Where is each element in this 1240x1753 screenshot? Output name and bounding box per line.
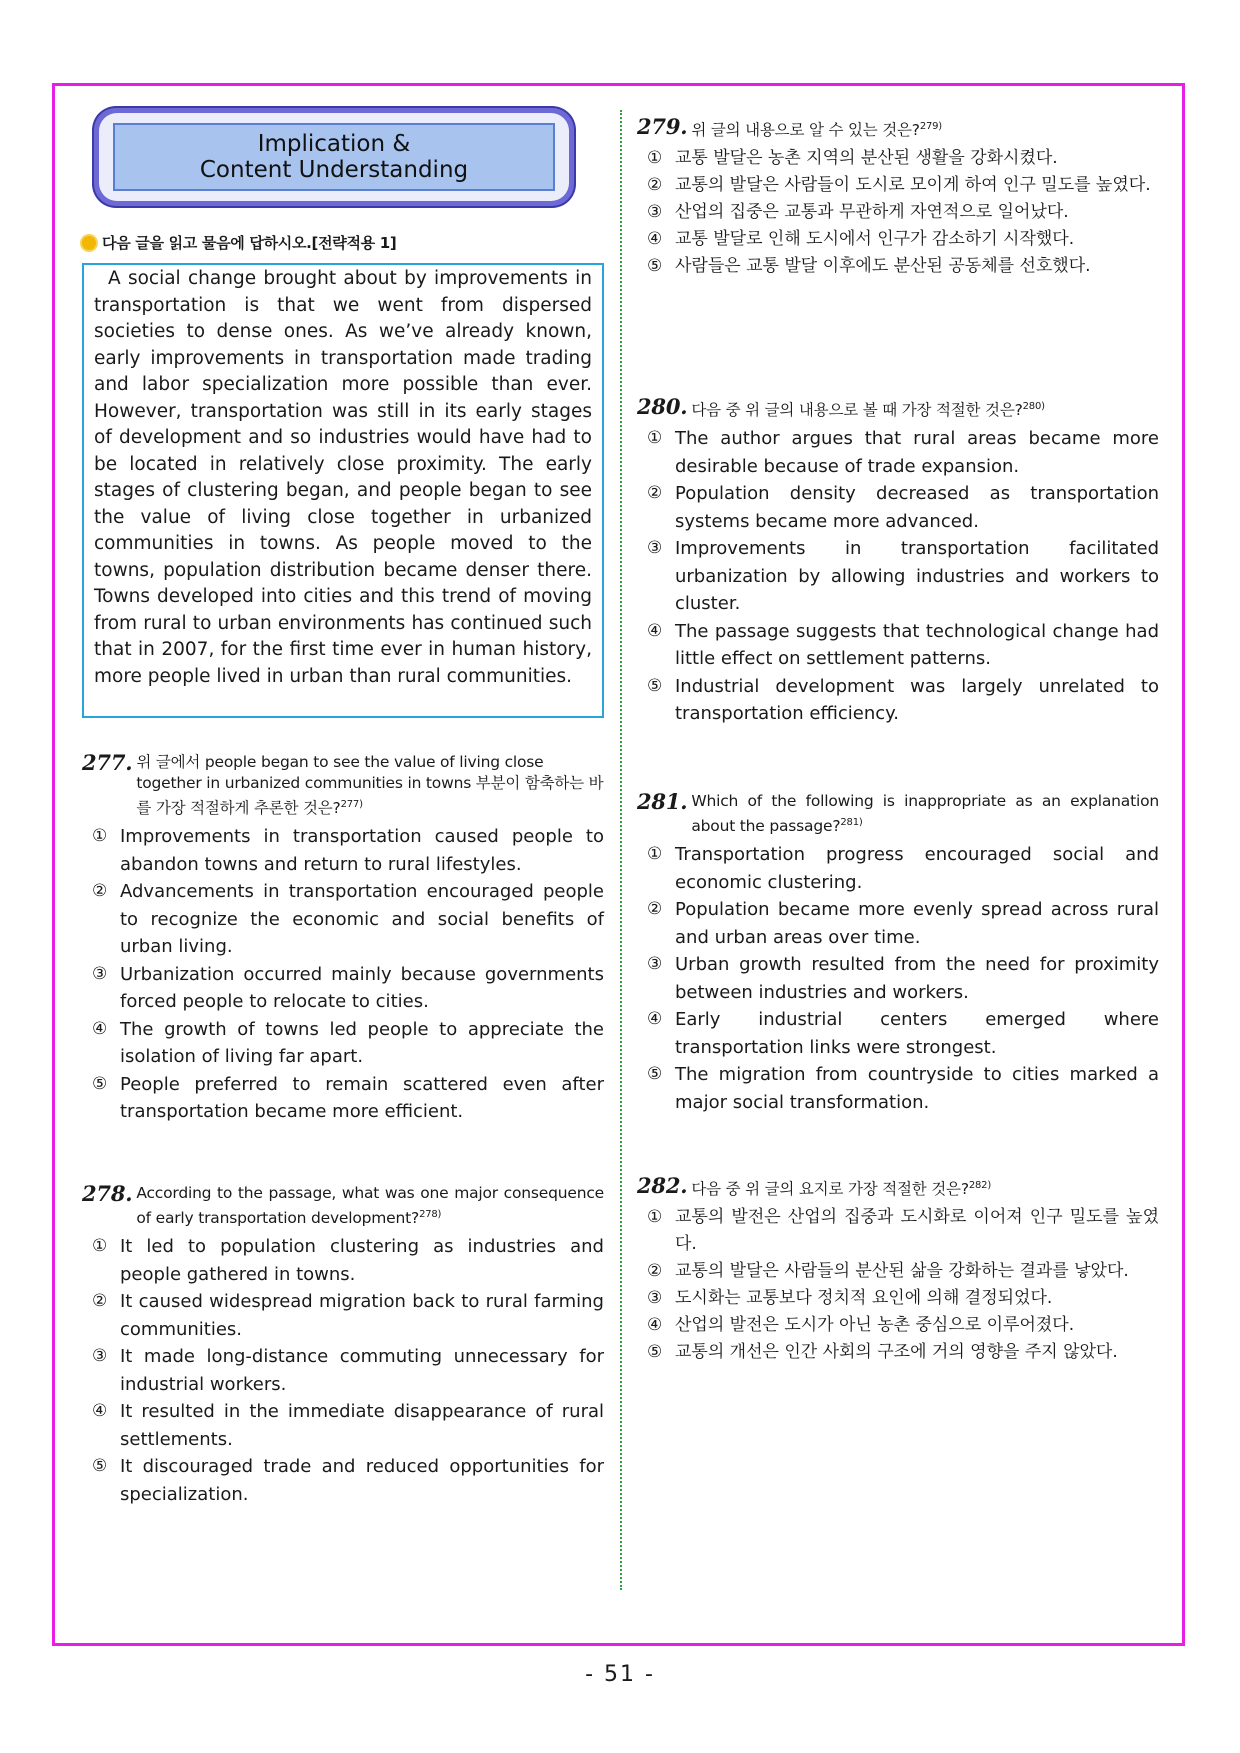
option[interactable]: ⑤ The migration from countryside to cities marked a major social transformation. bbox=[647, 1064, 1159, 1113]
footnote-ref: 278) bbox=[419, 1209, 442, 1220]
question-277 bbox=[82, 752, 604, 1126]
question-prompt: 다음 중 위 글의 요지로 가장 적절한 것은? bbox=[691, 1180, 969, 1199]
question-number: 278. bbox=[82, 1181, 133, 1206]
option-list bbox=[637, 425, 1159, 728]
question-prompt: 다음 중 위 글의 내용으로 볼 때 가장 적절한 것은? bbox=[691, 401, 1023, 420]
instruction-text: 다음 글을 읽고 물음에 답하시오.[전략적용 1] bbox=[102, 234, 397, 252]
option[interactable]: ③ Improvements in transportation facilitated urbanization by allowing industries and workers to cluster. bbox=[647, 538, 1159, 615]
instruction bbox=[82, 232, 397, 253]
option[interactable]: ④ 교통 발달로 인해 도시에서 인구가 감소하기 시작했다. bbox=[647, 229, 1075, 250]
page-number: - 51 - bbox=[585, 1662, 655, 1687]
option-list bbox=[637, 841, 1159, 1116]
option-list bbox=[637, 145, 1159, 280]
column-divider bbox=[620, 110, 622, 1590]
option[interactable]: ③ Urbanization occurred mainly because governments forced people to relocate to cities. bbox=[92, 963, 604, 1013]
option-list bbox=[637, 1204, 1159, 1366]
option[interactable]: ⑤ 사람들은 교통 발달 이후에도 분산된 공동체를 선호했다. bbox=[647, 256, 1091, 277]
question-number: 281. bbox=[637, 789, 688, 814]
option[interactable]: ② 교통의 발달은 사람들의 분산된 삶을 강화하는 결과를 낳았다. bbox=[647, 1261, 1129, 1282]
footnote-ref: 281) bbox=[840, 817, 863, 828]
option[interactable]: ② Advancements in transportation encouraged people to recognize the economic and social benefits of urban living. bbox=[92, 881, 604, 958]
flower-icon bbox=[82, 236, 96, 250]
footnote-ref: 279) bbox=[919, 121, 943, 132]
option[interactable]: ④ The passage suggests that technological change had little effect on settlement patterns. bbox=[647, 620, 1159, 670]
question-281 bbox=[637, 791, 1159, 1116]
passage-box: A social change brought about by improvements in transportation is that we went from dispersed societies to dense ones. As we’ve already known, early improvements in transportation made trading and labor specialization more possible than ever. However, transportation was still in its early stages of development and so industries would have had to be located in relatively close proximity. The early stages of clustering began, and people began to see the value of living close together in urbanized communities in towns. As people moved to the towns, population distribution became denser there. Towns developed into cities and this trend of moving from rural to urban environments has continued such that in 2007, for the first time ever in human history, more people lived in urban than rural communities. bbox=[82, 263, 604, 718]
section-title-line1: Implication & bbox=[257, 131, 411, 157]
option[interactable]: ① Transportation progress encouraged social and economic clustering. bbox=[647, 844, 1159, 893]
option[interactable]: ③ Urban growth resulted from the need for proximity between industries and workers. bbox=[647, 954, 1159, 1003]
option[interactable]: ④ It resulted in the immediate disappearance of rural settlements. bbox=[92, 1401, 604, 1450]
option[interactable]: ④ 산업의 발전은 도시가 아닌 농촌 중심으로 이루어졌다. bbox=[647, 1315, 1075, 1336]
question-282 bbox=[637, 1175, 1159, 1366]
option[interactable]: ③ 도시화는 교통보다 정치적 요인에 의해 결정되었다. bbox=[647, 1288, 1053, 1309]
section-title-line2: Content Understanding bbox=[199, 157, 469, 183]
question-number: 277. bbox=[82, 750, 133, 775]
option[interactable]: ⑤ It discouraged trade and reduced opportunities for specialization. bbox=[92, 1456, 604, 1505]
question-prompt: 위 글의 내용으로 알 수 있는 것은? bbox=[691, 121, 920, 140]
question-number: 279. bbox=[637, 114, 688, 139]
question-prompt: 위 글에서 people began to see the value of living close together in urbanized communities in towns 부분이 함축하는 바를 가장 적절하게 추론한 것은? bbox=[136, 753, 604, 818]
question-280 bbox=[637, 396, 1159, 728]
option[interactable]: ⑤ People preferred to remain scattered even after transportation became more efficient. bbox=[92, 1073, 604, 1123]
option-list bbox=[82, 1233, 604, 1508]
option-list bbox=[82, 823, 604, 1126]
section-title-badge bbox=[94, 108, 574, 206]
question-number: 282. bbox=[637, 1173, 688, 1198]
option[interactable]: ① 교통의 발전은 산업의 집중과 도시화로 이어져 인구 밀도를 높였다. bbox=[647, 1207, 1159, 1255]
option[interactable]: ④ Early industrial centers emerged where transportation links were strongest. bbox=[647, 1009, 1159, 1058]
option[interactable]: ① Improvements in transportation caused people to abandon towns and return to rural lifestyles. bbox=[92, 826, 604, 875]
option[interactable]: ① It led to population clustering as industries and people gathered in towns. bbox=[92, 1236, 604, 1285]
footnote-ref: 277) bbox=[340, 799, 363, 810]
footnote-ref: 282) bbox=[968, 1180, 992, 1191]
option[interactable]: ③ It made long-distance commuting unnecessary for industrial workers. bbox=[92, 1346, 604, 1395]
option[interactable]: ① The author argues that rural areas became more desirable because of trade expansion. bbox=[647, 428, 1159, 477]
question-prompt: According to the passage, what was one major consequence of early transportation development? bbox=[136, 1184, 604, 1228]
option[interactable]: ④ The growth of towns led people to appreciate the isolation of living far apart. bbox=[92, 1018, 604, 1068]
option[interactable]: ③ 산업의 집중은 교통과 무관하게 자연적으로 일어났다. bbox=[647, 202, 1069, 223]
option[interactable]: ⑤ Industrial development was largely unrelated to transportation efficiency. bbox=[647, 675, 1159, 725]
option[interactable]: ② It caused widespread migration back to rural farming communities. bbox=[92, 1291, 604, 1340]
question-prompt: Which of the following is inappropriate as an explanation about the passage? bbox=[691, 792, 1159, 836]
option[interactable]: ② Population density decreased as transportation systems became more advanced. bbox=[647, 483, 1159, 532]
question-278 bbox=[82, 1183, 604, 1508]
option[interactable]: ⑤ 교통의 개선은 인간 사회의 구조에 거의 영향을 주지 않았다. bbox=[647, 1342, 1118, 1363]
question-279 bbox=[637, 116, 1159, 280]
option[interactable]: ② 교통의 발달은 사람들이 도시로 모이게 하여 인구 밀도를 높였다. bbox=[647, 175, 1151, 196]
footnote-ref: 280) bbox=[1022, 401, 1045, 412]
question-number: 280. bbox=[637, 394, 688, 419]
option[interactable]: ① 교통 발달은 농촌 지역의 분산된 생활을 강화시켰다. bbox=[647, 148, 1058, 169]
option[interactable]: ② Population became more evenly spread across rural and urban areas over time. bbox=[647, 899, 1159, 948]
